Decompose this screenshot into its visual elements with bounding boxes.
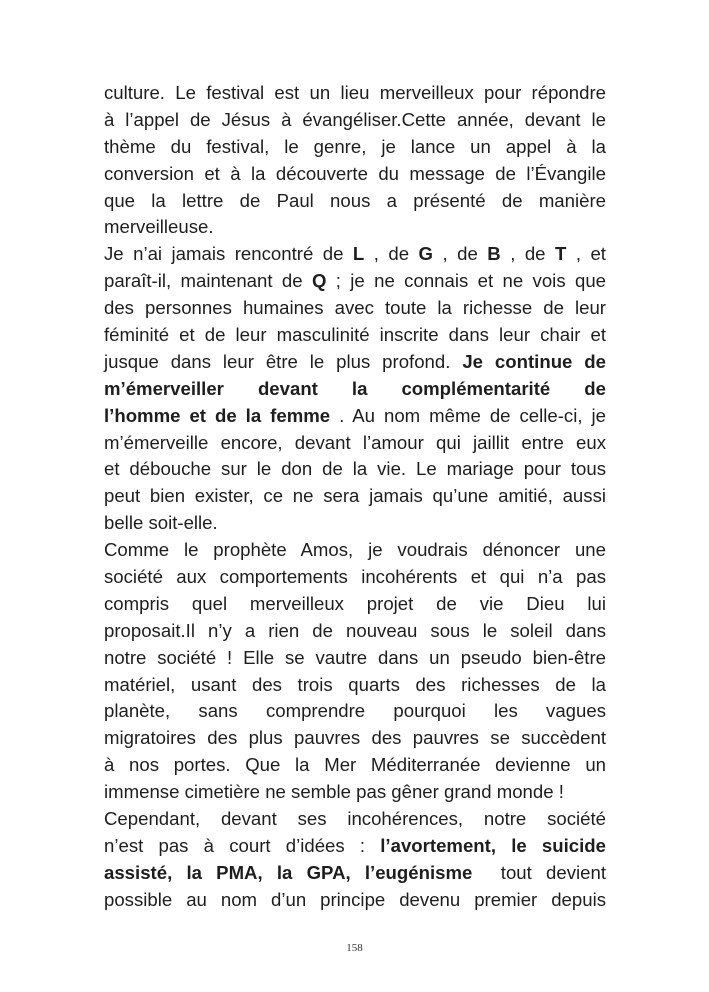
bold-text-segment: B [487, 243, 501, 265]
bold-text-segment: assisté, la PMA, la GPA, l’eugénisme [104, 861, 473, 883]
text-line [104, 430, 606, 457]
text-segment: immense cimetière ne semble pas gêner grand monde ! [104, 781, 564, 803]
text-segment: féminité et de leur masculinité inscrite dans leur chair et [104, 324, 606, 346]
text-line [104, 698, 606, 725]
text-line [104, 322, 606, 349]
text-segment: à nos portes. Que la Mer Méditerranée devienne un [104, 754, 606, 776]
text-line [104, 456, 606, 483]
text-segment: merveilleuse. [104, 216, 214, 238]
text-line [104, 214, 606, 241]
text-segment: Je n’ai jamais rencontré de [104, 243, 353, 265]
bold-text-segment: l’avortement, le suicide [380, 834, 606, 856]
text-line [104, 618, 606, 645]
text-segment: culture. Le festival est un lieu merveilleux pour répondre [104, 82, 606, 103]
text-segment: compris quel merveilleux projet de vie Dieu lui [104, 592, 606, 614]
text-segment: proposait.Il n’y a rien de nouveau sous le soleil dans [104, 619, 606, 641]
bold-text-segment: Je continue de [462, 350, 606, 372]
text-segment: possible au nom d’un principe devenu premier depuis [104, 888, 606, 910]
text-line [104, 779, 606, 806]
text-segment: n’est pas à court d’idées : [104, 834, 381, 856]
text-line [104, 887, 606, 914]
text-line [104, 752, 606, 779]
text-line [104, 564, 606, 591]
text-line [104, 134, 606, 161]
text-line [104, 725, 606, 752]
text-segment: matériel, usant des trois quarts des richesses de la [104, 673, 606, 695]
text-segment: des personnes humaines avec toute la richesse de leur [104, 297, 606, 319]
text-segment: société aux comportements incohérents et qui n’a pas [104, 566, 606, 588]
text-segment: à l’appel de Jésus à évangéliser.Cette année, devant le [104, 108, 606, 130]
text-segment: thème du festival, le genre, je lance un appel à la [104, 135, 606, 157]
text-line [104, 349, 606, 376]
bold-text-segment: T [554, 243, 567, 265]
text-line [104, 107, 606, 134]
text-segment: jusque dans leur être le plus profond. [104, 350, 463, 372]
bold-text-segment: Q [311, 270, 327, 292]
text-segment: ; je ne connais et ne vois que [326, 270, 606, 292]
text-line [104, 672, 606, 699]
text-segment: Cependant, devant ses incohérences, notre société [104, 808, 606, 830]
text-line [104, 376, 606, 403]
text-line [104, 510, 606, 537]
bold-text-segment: G [418, 243, 434, 265]
bold-text-segment: L [352, 243, 365, 265]
text-line [104, 241, 606, 268]
text-line [104, 833, 606, 860]
text-segment: , de [364, 243, 419, 265]
text-segment: Comme le prophète Amos, je voudrais dénoncer une [104, 539, 606, 561]
page-number: 158 [346, 942, 363, 954]
text-segment: tout devient [472, 861, 606, 883]
text-line [104, 483, 606, 510]
text-line [104, 268, 606, 295]
text-segment: paraît-il, maintenant de [104, 270, 312, 292]
text-line [104, 806, 606, 833]
text-segment: m’émerveille encore, devant l’amour qui jaillit entre eux [104, 431, 606, 453]
bold-text-segment: m’émerveiller devant la complémentarité de [104, 377, 606, 399]
page-body-text [104, 80, 606, 914]
text-segment: belle soit-elle. [104, 512, 218, 534]
text-segment: migratoires des plus pauvres des pauvres se succèdent [104, 727, 606, 749]
text-segment: . Au nom même de celle-ci, je [330, 404, 606, 426]
text-line [104, 537, 606, 564]
text-line [104, 860, 606, 887]
text-segment: , de [500, 243, 555, 265]
text-segment: conversion et à la découverte du message de l’Évangile [104, 162, 606, 184]
text-line [104, 591, 606, 618]
text-line [104, 403, 606, 430]
text-line [104, 188, 606, 215]
text-line [104, 295, 606, 322]
text-segment: que la lettre de Paul nous a présenté de manière [104, 189, 606, 211]
text-segment: planète, sans comprendre pourquoi les vagues [104, 700, 606, 722]
text-segment: et débouche sur le don de la vie. Le mariage pour tous [104, 458, 606, 480]
text-segment: , et [566, 243, 606, 265]
text-segment: , de [433, 243, 488, 265]
text-line [104, 161, 606, 188]
text-line [104, 80, 606, 107]
text-segment: notre société ! Elle se vautre dans un pseudo bien-être [104, 646, 606, 668]
text-segment: peut bien exister, ce ne sera jamais qu’une amitié, aussi [104, 485, 606, 507]
bold-text-segment: l’homme et de la femme [104, 404, 331, 426]
text-line [104, 645, 606, 672]
